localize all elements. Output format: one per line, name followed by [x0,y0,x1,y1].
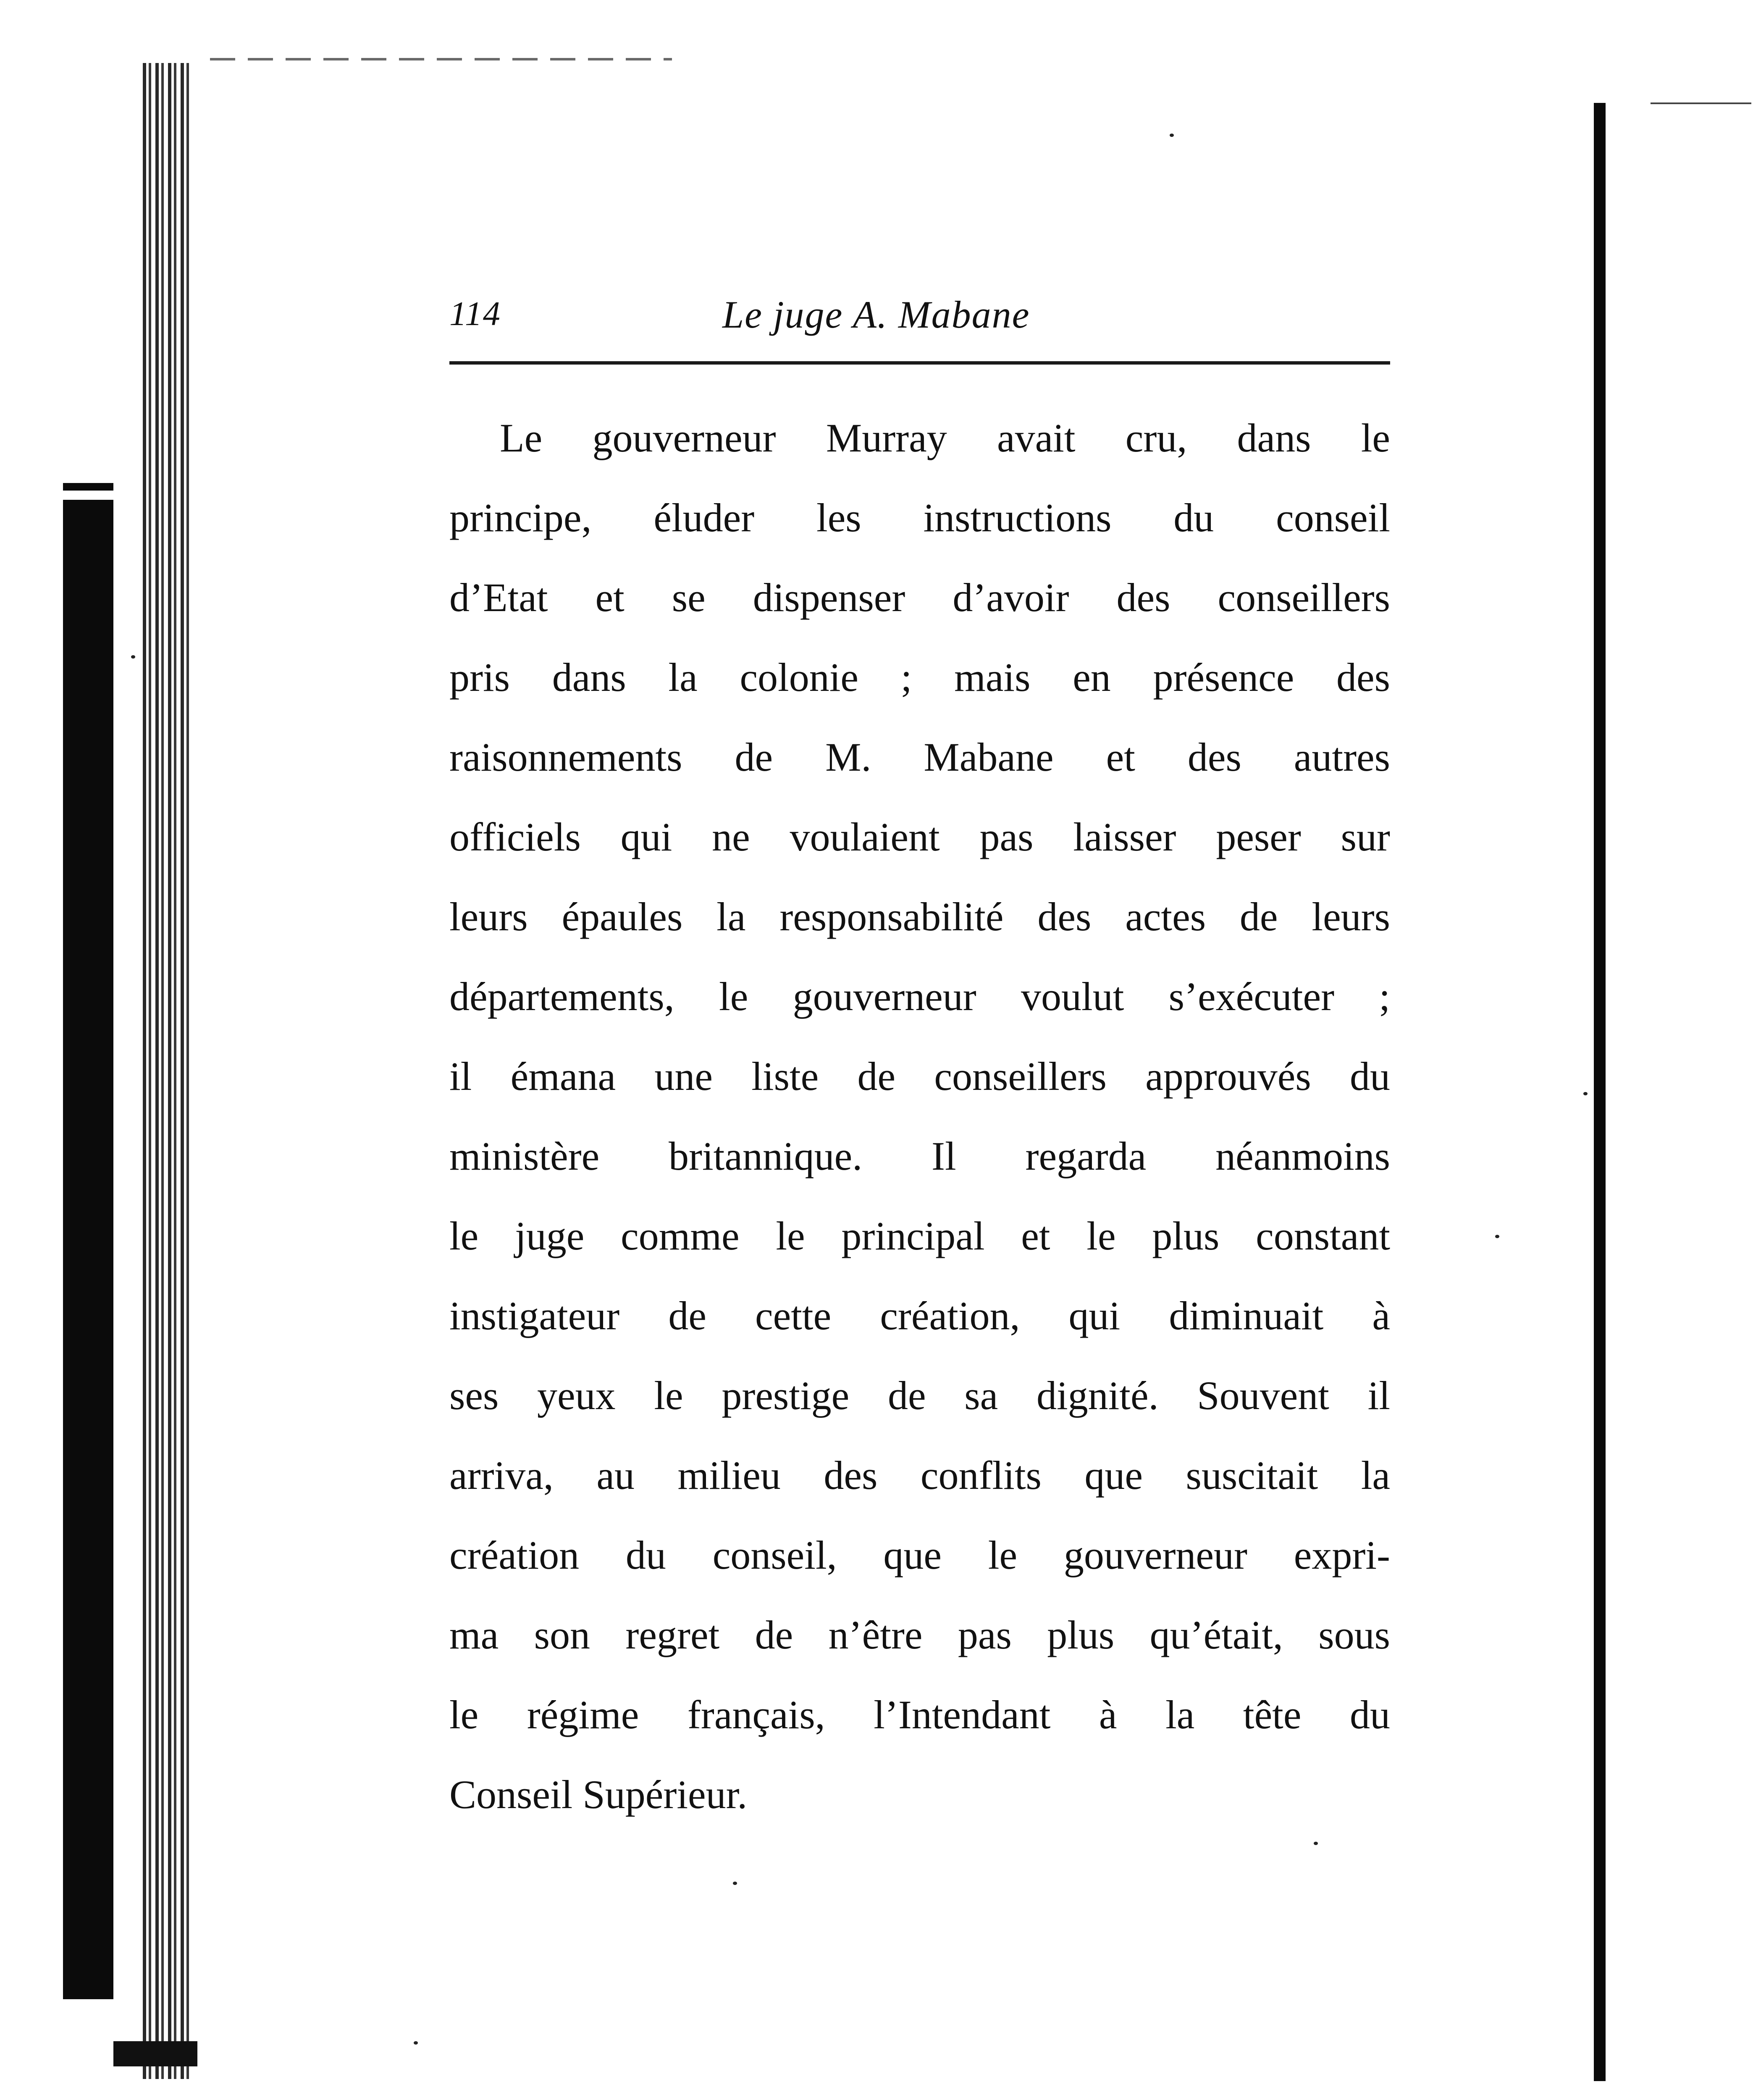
body-line: instigateur de cette création, qui diminuait à [449,1293,1390,1338]
left-binding-edge [63,500,113,1999]
body-line: d’Etat et se dispenser d’avoir des conseillers [449,575,1390,620]
body-paragraph [449,398,1390,1835]
scan-speck [1583,1092,1588,1095]
scan-speck [131,655,135,659]
body-line: le juge comme le principal et le plus constant [449,1213,1390,1258]
book-page [449,269,1390,1835]
right-binding-edge [1594,103,1606,2081]
body-line: ma son regret de n’être pas plus qu’était, sous [449,1612,1390,1657]
body-line: Conseil Supérieur. [449,1772,748,1817]
scan-speck [1495,1235,1499,1238]
header-rule [449,361,1390,365]
body-line: ministère britannique. Il regarda néanmoins [449,1134,1390,1179]
scan-speck [1314,1842,1318,1845]
body-line: il émana une liste de conseillers approuvés du [449,1054,1390,1099]
scan-speck [733,1882,737,1885]
scan-speck [414,2041,418,2045]
scan-speck [1170,134,1174,137]
right-top-scan-line [1651,102,1751,104]
left-spine-texture [143,63,193,2079]
body-line: leurs épaules la responsabilité des actes de leurs [449,894,1390,939]
body-line: ses yeux le prestige de sa dignité. Souvent il [449,1373,1390,1418]
body-line: création du conseil, que le gouverneur expri- [449,1533,1390,1578]
running-head [449,269,1390,336]
body-line: pris dans la colonie ; mais en présence des [449,655,1390,700]
body-line: départements, le gouverneur voulut s’exécuter ; [449,974,1390,1019]
left-spine-bottom-edge [113,2041,197,2066]
body-line: principe, éluder les instructions du conseil [449,495,1390,540]
body-line: arriva, au milieu des conflits que suscitait la [449,1453,1390,1498]
body-line: le régime français, l’Intendant à la tête du [449,1692,1390,1737]
body-line: Le gouverneur Murray avait cru, dans le [500,415,1390,460]
body-line: raisonnements de M. Mabane et des autres [449,735,1390,780]
page-number: 114 [449,294,501,333]
top-scan-fragment [210,58,672,60]
left-binding-cap [63,483,113,491]
running-title: Le juge A. Mabane [722,293,1030,336]
body-line: officiels qui ne voulaient pas laisser peser sur [449,814,1390,859]
